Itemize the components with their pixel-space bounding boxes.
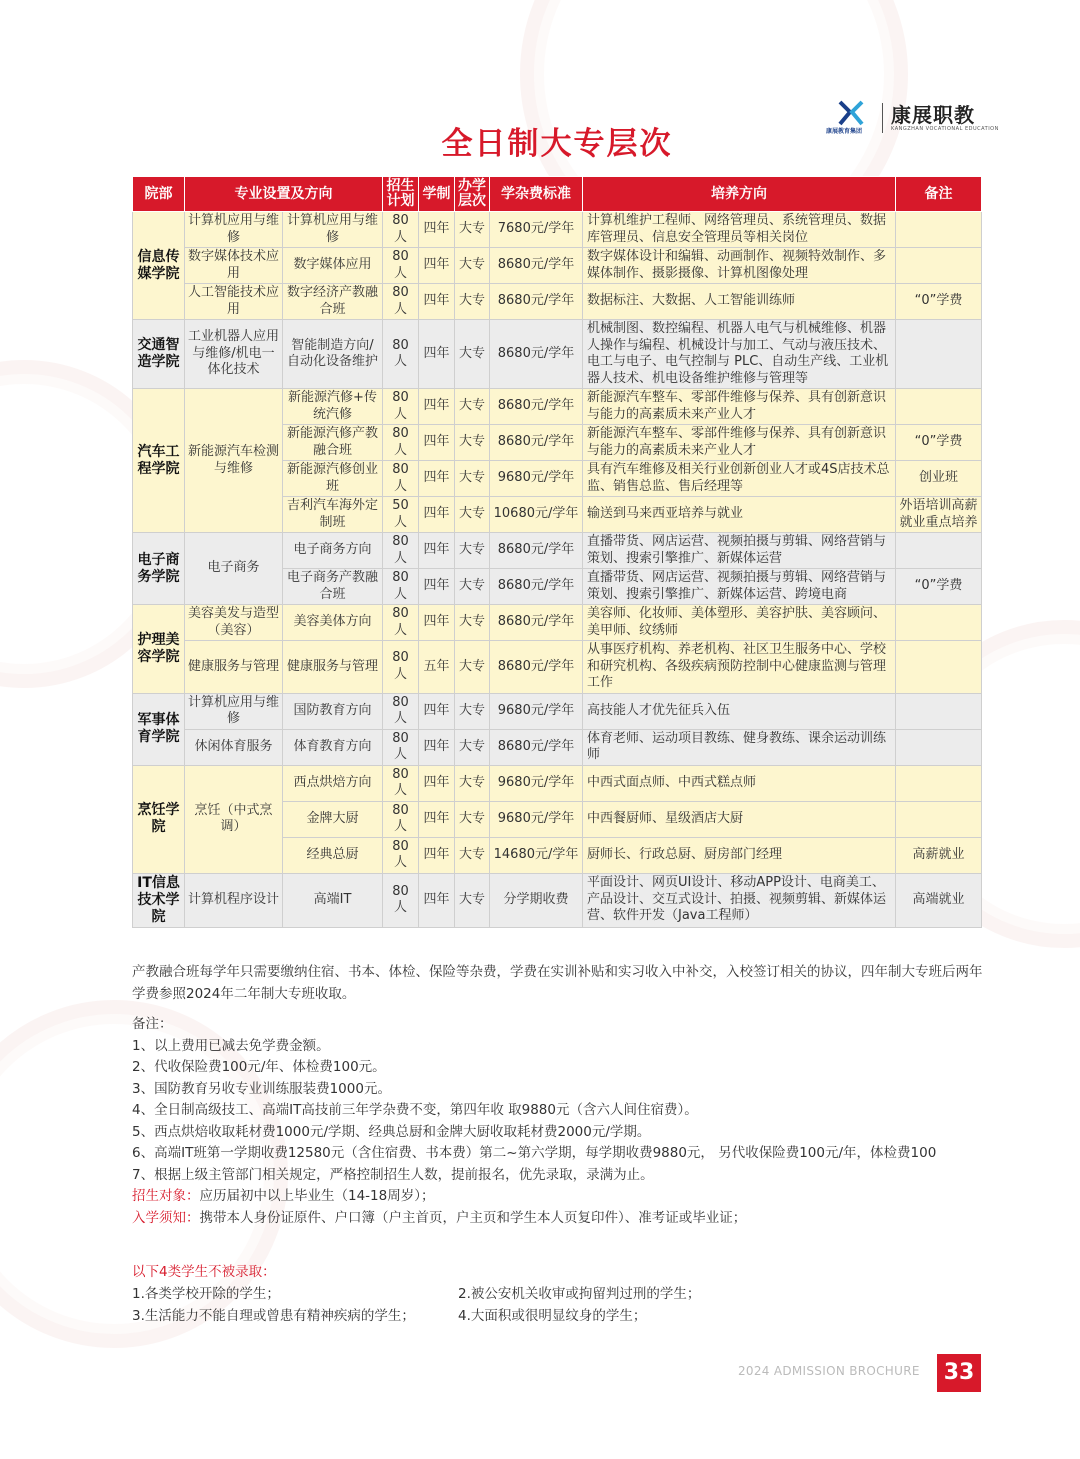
table-row [133, 212, 982, 248]
major-cell: 计算机应用与维修 [185, 693, 283, 729]
level-cell: 大专 [455, 729, 490, 765]
training-cell: 数字媒体设计和编辑、动画制作、视频特效制作、多媒体制作、摄影摄像、计算机图像处理 [583, 248, 896, 284]
major-cell: 人工智能技术应用 [185, 284, 283, 320]
remark-cell: 创业班 [896, 461, 982, 497]
direction-cell: 金牌大厨 [283, 801, 383, 837]
quota-cell: 80人 [383, 641, 419, 694]
quota-cell: 80人 [383, 248, 419, 284]
years-cell: 五年 [419, 641, 455, 694]
remark-cell [896, 212, 982, 248]
exclude-title: 以下4类学生不被录取： [132, 1264, 276, 1280]
years-cell: 四年 [419, 873, 455, 927]
target-line [132, 1186, 992, 1208]
table-row [133, 729, 982, 765]
admission-text: 携带本人身份证原件、户口簿（户主首页，户主页和学生本人页复印件）、准考证或毕业证； [199, 1209, 747, 1226]
dept-name: 电子商务学院 [133, 533, 185, 605]
level-cell: 大专 [455, 873, 490, 927]
fee-cell: 9680元/学年 [490, 461, 583, 497]
direction-cell: 新能源汽修创业班 [283, 461, 383, 497]
training-cell: 美容师、化妆师、美体塑形、美容护肤、美容顾问、美甲师、纹绣师 [583, 605, 896, 641]
quota-cell: 80人 [383, 837, 419, 873]
admission-line [132, 1208, 992, 1230]
remark-cell [896, 320, 982, 389]
quota-cell: 80人 [383, 425, 419, 461]
direction-cell: 新能源汽修+传统汽修 [283, 389, 383, 425]
dept-name: 烹饪学院 [133, 765, 185, 873]
direction-cell: 新能源汽修产教融合班 [283, 425, 383, 461]
level-cell: 大专 [455, 320, 490, 389]
quota-cell: 80人 [383, 533, 419, 569]
remark-cell [896, 605, 982, 641]
years-cell: 四年 [419, 461, 455, 497]
training-cell: 计算机维护工程师、网络管理员、系统管理员、数据库管理员、信息安全管理员等相关岗位 [583, 212, 896, 248]
quota-cell: 50人 [383, 497, 419, 533]
dept-name: IT信息技术学院 [133, 873, 185, 927]
years-cell: 四年 [419, 569, 455, 605]
note-item: 1、以上费用已减去免学费金额。 [132, 1037, 330, 1054]
training-cell: 体育老师、运动项目教练、健身教练、课余运动训练师 [583, 729, 896, 765]
note-item: 7、根据上级主管部门相关规定，严格控制招生人数，提前报名，优先录取，录满为止。 [132, 1166, 654, 1183]
level-cell: 大专 [455, 389, 490, 425]
fee-cell: 14680元/学年 [490, 837, 583, 873]
years-cell: 四年 [419, 837, 455, 873]
direction-cell: 数字媒体应用 [283, 248, 383, 284]
fee-cell: 10680元/学年 [490, 497, 583, 533]
direction-cell: 高端IT [283, 873, 383, 927]
remark-cell: 外语培训高薪就业重点培养 [896, 497, 982, 533]
notes-title: 备注： [132, 1016, 173, 1032]
note-item: 2、代收保险费100元/年、体检费100元。 [132, 1059, 386, 1075]
level-cell: 大专 [455, 837, 490, 873]
quota-cell: 80人 [383, 320, 419, 389]
major-cell: 工业机器人应用与维修/机电一体化技术 [185, 320, 283, 389]
note-item: 6、高端IT班第一学期收费12580元（含住宿费、书本费）第二~第六学期，每学期收费9880元， 另代收保险费100元/年，体检费100 [132, 1145, 937, 1161]
training-cell: 机械制图、数控编程、机器人电气与机械维修、机器人操作与编程、机械设计与加工、气动与液压技术、电工与电子、电气控制与 PLC、自动生产线、工业机器人技术、机电设备维护维修与管理等 [583, 320, 896, 389]
dept-name: 交通智造学院 [133, 320, 185, 389]
header-remark: 备注 [896, 177, 982, 212]
level-cell: 大专 [455, 641, 490, 694]
logo-english: KANGZHAN VOCATIONAL EDUCATION [891, 126, 999, 132]
remark-cell: “0”学费 [896, 284, 982, 320]
major-cell: 新能源汽车检测与维修 [185, 389, 283, 533]
fee-cell: 8680元/学年 [490, 641, 583, 694]
fee-cell: 7680元/学年 [490, 212, 583, 248]
fee-cell: 8680元/学年 [490, 605, 583, 641]
fee-cell: 8680元/学年 [490, 320, 583, 389]
major-cell: 数字媒体技术应用 [185, 248, 283, 284]
level-cell: 大专 [455, 425, 490, 461]
major-cell: 休闲体育服务 [185, 729, 283, 765]
direction-cell: 智能制造方向/自动化设备维护 [283, 320, 383, 389]
years-cell: 四年 [419, 765, 455, 801]
dept-name: 汽车工程学院 [133, 389, 185, 533]
remark-cell [896, 765, 982, 801]
training-cell: 厨师长、行政总厨、厨房部门经理 [583, 837, 896, 873]
training-cell: 中西餐厨师、星级酒店大厨 [583, 801, 896, 837]
training-cell: 直播带货、网店运营、视频拍摄与剪辑、网络营销与策划、搜索引擎推广、新媒体运营、跨境电商 [583, 569, 896, 605]
exclude-item: 2.被公安机关收审或拘留判过刑的学生； [458, 1286, 701, 1302]
remark-cell: “0”学费 [896, 425, 982, 461]
level-cell: 大专 [455, 248, 490, 284]
training-cell: 直播带货、网店运营、视频拍摄与剪辑、网络营销与策划、搜索引擎推广、新媒体运营 [583, 533, 896, 569]
direction-cell: 计算机应用与维修 [283, 212, 383, 248]
years-cell: 四年 [419, 320, 455, 389]
fee-cell: 8680元/学年 [490, 425, 583, 461]
exclude-item: 4.大面积或很明显纹身的学生； [458, 1307, 647, 1324]
quota-cell: 80人 [383, 212, 419, 248]
header-training: 培养方向 [583, 177, 896, 212]
direction-cell: 经典总厨 [283, 837, 383, 873]
level-cell: 大专 [455, 497, 490, 533]
major-cell: 计算机应用与维修 [185, 212, 283, 248]
quota-cell: 80人 [383, 729, 419, 765]
quota-cell: 80人 [383, 605, 419, 641]
table-row [133, 320, 982, 389]
major-cell: 烹饪（中式烹调） [185, 765, 283, 873]
note-item: 3、国防教育另收专业训练服装费1000元。 [132, 1080, 391, 1097]
major-cell: 美容美发与造型（美容） [185, 605, 283, 641]
remark-cell [896, 641, 982, 694]
remark-cell [896, 533, 982, 569]
remark-cell [896, 729, 982, 765]
brochure-label: 2024 ADMISSION BROCHURE [738, 1364, 920, 1378]
fee-cell: 8680元/学年 [490, 284, 583, 320]
years-cell: 四年 [419, 605, 455, 641]
table-row [133, 605, 982, 641]
years-cell: 四年 [419, 212, 455, 248]
training-cell: 新能源汽车整车、零部件维修与保养、具有创新意识与能力的高素质未来产业人才 [583, 389, 896, 425]
level-cell: 大专 [455, 212, 490, 248]
years-cell: 四年 [419, 729, 455, 765]
remark-cell: 高端就业 [896, 873, 982, 927]
table-row [133, 533, 982, 569]
direction-cell: 西点烘焙方向 [283, 765, 383, 801]
admission-table [132, 176, 982, 928]
note-item: 5、西点烘焙收取耗材费1000元/学期、经典总厨和金牌大厨收取耗材费2000元/学期。 [132, 1123, 651, 1140]
fee-cell: 8680元/学年 [490, 569, 583, 605]
page-number: 33 [937, 1354, 981, 1392]
direction-cell: 电子商务产教融合班 [283, 569, 383, 605]
direction-cell: 数字经济产教融合班 [283, 284, 383, 320]
remark-cell [896, 248, 982, 284]
training-cell: 输送到马来西亚培养与就业 [583, 497, 896, 533]
fee-cell: 9680元/学年 [490, 765, 583, 801]
training-cell: 具有汽车维修及相关行业创新创业人才或4S店技术总监、销售总监、售后经理等 [583, 461, 896, 497]
target-text: 应历届初中以上毕业生（14-18周岁）； [199, 1188, 435, 1204]
years-cell: 四年 [419, 284, 455, 320]
table-row [133, 641, 982, 694]
fee-cell: 9680元/学年 [490, 801, 583, 837]
direction-cell: 美容美体方向 [283, 605, 383, 641]
logo-group-name: 康展教育集团 [826, 128, 863, 135]
quota-cell: 80人 [383, 389, 419, 425]
level-cell: 大专 [455, 533, 490, 569]
major-cell: 电子商务 [185, 533, 283, 605]
header-major: 专业设置及方向 [185, 177, 383, 212]
level-cell: 大专 [455, 801, 490, 837]
level-cell: 大专 [455, 461, 490, 497]
training-cell: 中西式面点师、中西式糕点师 [583, 765, 896, 801]
table-header-row [133, 177, 982, 212]
quota-cell: 80人 [383, 284, 419, 320]
fee-cell: 8680元/学年 [490, 248, 583, 284]
fee-cell: 8680元/学年 [490, 389, 583, 425]
direction-cell: 体育教育方向 [283, 729, 383, 765]
training-cell: 高技能人才优先征兵入伍 [583, 693, 896, 729]
years-cell: 四年 [419, 693, 455, 729]
target-label: 招生对象： [132, 1188, 200, 1204]
header-years: 学制 [419, 177, 455, 212]
header-quota: 招生计划 [383, 177, 419, 212]
quota-cell: 80人 [383, 461, 419, 497]
training-cell: 平面设计、网页UI设计、移动APP设计、电商美工、产品设计、交互式设计、拍摄、视频剪辑、新媒体运营、软件开发（Java工程师） [583, 873, 896, 927]
exclude-item: 1.各类学校开除的学生； [132, 1286, 280, 1302]
level-cell: 大专 [455, 693, 490, 729]
table-row [133, 873, 982, 927]
level-cell: 大专 [455, 569, 490, 605]
table-row [133, 284, 982, 320]
fee-cell: 8680元/学年 [490, 533, 583, 569]
level-cell: 大专 [455, 284, 490, 320]
training-cell: 从事医疗机构、养老机构、社区卫生服务中心、学校和研究机构、各级疾病预防控制中心健康监测与管理工作 [583, 641, 896, 694]
admission-label: 入学须知： [132, 1209, 200, 1226]
note-item: 4、全日制高级技工、高端IT高技前三年学杂费不变，第四年收 取9880元（含六人间住宿费）。 [132, 1102, 698, 1118]
years-cell: 四年 [419, 533, 455, 569]
exclude-item: 3.生活能力不能自理或曾患有精神疾病的学生； [132, 1307, 415, 1324]
remark-cell: “0”学费 [896, 569, 982, 605]
level-cell: 大专 [455, 765, 490, 801]
training-cell: 数据标注、大数据、人工智能训练师 [583, 284, 896, 320]
remark-cell: 高薪就业 [896, 837, 982, 873]
exclude-list [132, 1284, 832, 1327]
notes-block [132, 1014, 992, 1229]
major-cell: 健康服务与管理 [185, 641, 283, 694]
direction-cell: 国防教育方向 [283, 693, 383, 729]
years-cell: 四年 [419, 801, 455, 837]
table-row [133, 693, 982, 729]
direction-cell: 吉利汽车海外定制班 [283, 497, 383, 533]
quota-cell: 80人 [383, 873, 419, 927]
years-cell: 四年 [419, 425, 455, 461]
direction-cell: 电子商务方向 [283, 533, 383, 569]
remark-cell [896, 693, 982, 729]
quota-cell: 80人 [383, 765, 419, 801]
page-title: 全日制大专层次 [441, 126, 673, 162]
header-level: 办学层次 [455, 177, 490, 212]
training-cell: 新能源汽车整车、零部件维修与保养、具有创新意识与能力的高素质未来产业人才 [583, 425, 896, 461]
years-cell: 四年 [419, 389, 455, 425]
intro-paragraph: 产教融合班每学年只需要缴纳住宿、书本、体检、保险等杂费，学费在实训补贴和实习收入中补交，入校签订相关的协议，四年制大专班后两年学费参照2024年二年制大专班收取。 [132, 964, 983, 1002]
table-row [133, 248, 982, 284]
dept-name: 信息传媒学院 [133, 212, 185, 320]
remark-cell [896, 389, 982, 425]
direction-cell: 健康服务与管理 [283, 641, 383, 694]
dept-name: 军事体育学院 [133, 693, 185, 765]
fee-cell: 分学期收费 [490, 873, 583, 927]
quota-cell: 80人 [383, 569, 419, 605]
years-cell: 四年 [419, 497, 455, 533]
major-cell: 计算机程序设计 [185, 873, 283, 927]
remark-cell [896, 801, 982, 837]
header-dept: 院部 [133, 177, 185, 212]
table-row [133, 389, 982, 425]
fee-cell: 9680元/学年 [490, 693, 583, 729]
fee-cell: 8680元/学年 [490, 729, 583, 765]
years-cell: 四年 [419, 248, 455, 284]
table-row [133, 765, 982, 801]
dept-name: 护理美容学院 [133, 605, 185, 694]
quota-cell: 80人 [383, 693, 419, 729]
header-fee: 学杂费标准 [490, 177, 583, 212]
logo-name: 康展职教 [891, 103, 975, 127]
quota-cell: 80人 [383, 801, 419, 837]
level-cell: 大专 [455, 605, 490, 641]
